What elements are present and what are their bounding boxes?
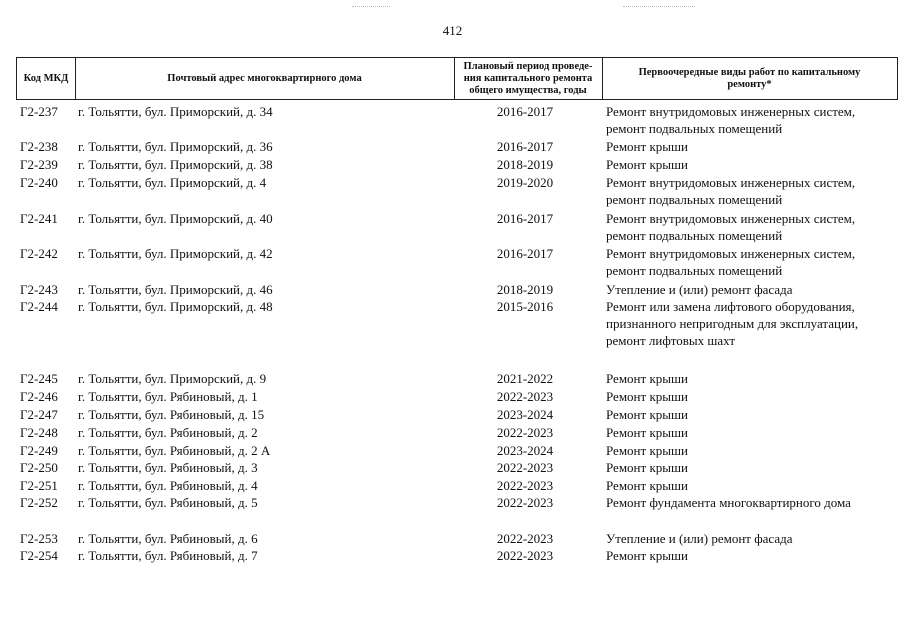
row-address: г. Тольятти, бул. Приморский, д. 48 bbox=[78, 299, 273, 314]
row-period: 2018-2019 bbox=[496, 157, 554, 172]
row-address: г. Тольятти, бул. Рябиновый, д. 3 bbox=[78, 460, 258, 475]
row-code: Г2-245 bbox=[20, 371, 58, 386]
row-code: Г2-239 bbox=[20, 157, 58, 172]
row-address: г. Тольятти, бул. Рябиновый, д. 6 bbox=[78, 531, 258, 546]
row-address: г. Тольятти, бул. Приморский, д. 34 bbox=[78, 104, 273, 119]
row-address: г. Тольятти, бул. Рябиновый, д. 7 bbox=[78, 548, 258, 563]
row-works: Ремонт крыши bbox=[606, 371, 688, 386]
row-address: г. Тольятти, бул. Рябиновый, д. 2 bbox=[78, 425, 258, 440]
row-address: г. Тольятти, бул. Приморский, д. 40 bbox=[78, 211, 273, 226]
row-address: г. Тольятти, бул. Приморский, д. 38 bbox=[78, 157, 273, 172]
row-period: 2016-2017 bbox=[496, 139, 554, 154]
row-works: Ремонт крыши bbox=[606, 548, 688, 563]
row-code: Г2-241 bbox=[20, 211, 58, 226]
row-address: г. Тольятти, бул. Приморский, д. 36 bbox=[78, 139, 273, 154]
row-code: Г2-240 bbox=[20, 175, 58, 190]
row-period: 2022-2023 bbox=[496, 389, 554, 404]
row-works: Ремонт внутридомовых инженерных систем, ремонт подвальных помещений bbox=[606, 211, 856, 243]
row-period: 2021-2022 bbox=[496, 371, 554, 386]
row-period: 2015-2016 bbox=[496, 299, 554, 314]
row-address: г. Тольятти, бул. Рябиновый, д. 5 bbox=[78, 495, 258, 510]
row-period: 2016-2017 bbox=[496, 211, 554, 226]
row-period: 2022-2023 bbox=[496, 495, 554, 510]
row-address: г. Тольятти, бул. Приморский, д. 46 bbox=[78, 282, 273, 297]
row-code: Г2-251 bbox=[20, 478, 58, 493]
row-address: г. Тольятти, бул. Приморский, д. 42 bbox=[78, 246, 273, 261]
row-period: 2019-2020 bbox=[496, 175, 554, 190]
row-works: Ремонт или замена лифтового оборудования, признанного непригодным для эксплуатации, ремонт лифтовых шахт bbox=[606, 299, 859, 348]
row-code: Г2-254 bbox=[20, 548, 58, 563]
row-works: Ремонт крыши bbox=[606, 139, 688, 154]
row-period: 2022-2023 bbox=[496, 460, 554, 475]
row-code: Г2-250 bbox=[20, 460, 58, 475]
row-period: 2016-2017 bbox=[496, 246, 554, 261]
row-address: г. Тольятти, бул. Рябиновый, д. 2 А bbox=[78, 443, 271, 458]
row-address: г. Тольятти, бул. Рябиновый, д. 1 bbox=[78, 389, 258, 404]
row-works: Ремонт крыши bbox=[606, 443, 688, 458]
row-code: Г2-244 bbox=[20, 299, 58, 314]
row-works: Ремонт внутридомовых инженерных систем, ремонт подвальных помещений bbox=[606, 175, 856, 207]
row-code: Г2-248 bbox=[20, 425, 58, 440]
row-code: Г2-243 bbox=[20, 282, 58, 297]
row-period: 2022-2023 bbox=[496, 478, 554, 493]
row-address: г. Тольятти, бул. Приморский, д. 4 bbox=[78, 175, 267, 190]
row-works: Ремонт крыши bbox=[606, 157, 688, 172]
header-period: Плановый период проведе-ния капитального ремонта общего имущества, годы bbox=[463, 60, 593, 96]
row-period: 2022-2023 bbox=[496, 548, 554, 563]
row-works: Ремонт крыши bbox=[606, 407, 688, 422]
row-period: 2022-2023 bbox=[496, 531, 554, 546]
row-code: Г2-249 bbox=[20, 443, 58, 458]
row-works: Ремонт фундамента многоквартирного дома bbox=[606, 495, 851, 510]
row-works: Ремонт внутридомовых инженерных систем, ремонт подвальных помещений bbox=[606, 104, 856, 136]
row-address: г. Тольятти, бул. Приморский, д. 9 bbox=[78, 371, 267, 386]
row-period: 2023-2024 bbox=[496, 407, 554, 422]
row-code: Г2-247 bbox=[20, 407, 58, 422]
row-code: Г2-253 bbox=[20, 531, 58, 546]
page-number: 412 bbox=[442, 23, 463, 38]
row-works: Ремонт крыши bbox=[606, 389, 688, 404]
header-works: Первоочередные виды работ по капитальному ремонту* bbox=[638, 66, 861, 90]
row-code: Г2-238 bbox=[20, 139, 58, 154]
row-code: Г2-237 bbox=[20, 104, 58, 119]
row-code: Г2-242 bbox=[20, 246, 58, 261]
row-works: Ремонт крыши bbox=[606, 425, 688, 440]
row-works: Ремонт внутридомовых инженерных систем, ремонт подвальных помещений bbox=[606, 246, 856, 278]
row-code: Г2-246 bbox=[20, 389, 58, 404]
row-period: 2023-2024 bbox=[496, 443, 554, 458]
row-address: г. Тольятти, бул. Рябиновый, д. 15 bbox=[78, 407, 265, 422]
row-works: Утепление и (или) ремонт фасада bbox=[606, 282, 793, 297]
row-code: Г2-252 bbox=[20, 495, 58, 510]
row-period: 2016-2017 bbox=[496, 104, 554, 119]
row-period: 2022-2023 bbox=[496, 425, 554, 440]
header-code: Код МКД bbox=[23, 72, 69, 84]
row-period: 2018-2019 bbox=[496, 282, 554, 297]
row-address: г. Тольятти, бул. Рябиновый, д. 4 bbox=[78, 478, 258, 493]
header-address: Почтовый адрес многоквартирного дома bbox=[167, 72, 362, 84]
row-works: Ремонт крыши bbox=[606, 478, 688, 493]
row-works: Ремонт крыши bbox=[606, 460, 688, 475]
row-works: Утепление и (или) ремонт фасада bbox=[606, 531, 793, 546]
